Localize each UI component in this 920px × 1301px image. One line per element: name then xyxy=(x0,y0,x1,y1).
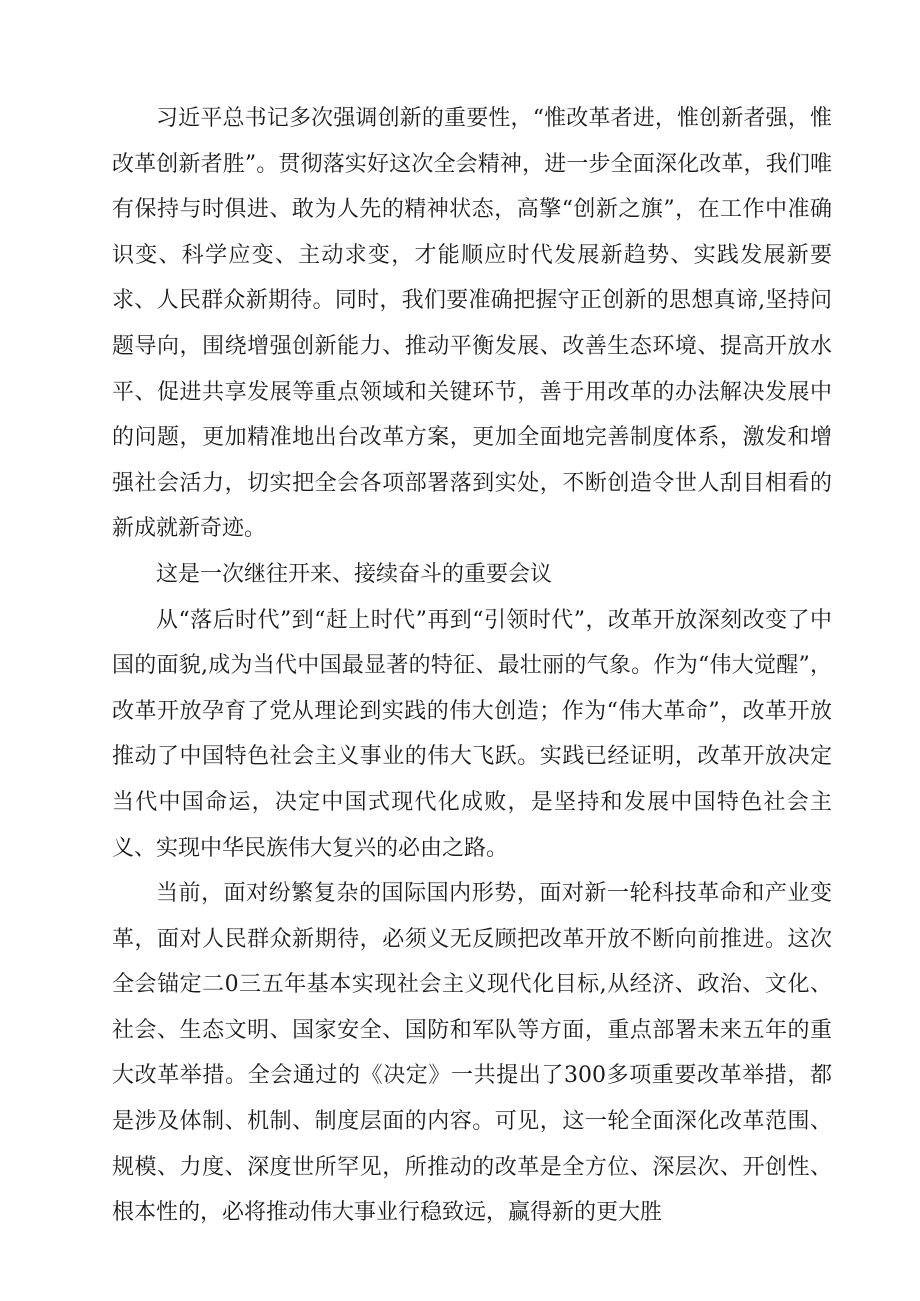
paragraph-current-situation: 当前，面对纷繁复杂的国际国内形势，面对新一轮科技革命和产业变革，面对人民群众新期待，必须义无反顾把改革开放不断向前推进。这次全会锚定二0三五年基本实现社会主义现代化目标,从经济、政治、文化、社会、生态文明、国家安全、国防和军队等方面，重点部署未来五年的重大改革举措。全会通过的《决定》一共提出了300多项重要改革举措，都是涉及体制、机制、制度层面的内容。可见，这一轮全面深化改革范围、规模、力度、深度世所罕见，所推动的改革是全方位、深层次、开创性、根本性的，必将推动伟大事业行稳致远，赢得新的更大胜 xyxy=(112,881,832,1226)
paragraph-innovation: 习近平总书记多次强调创新的重要性，“惟改革者进，惟创新者强，惟改革创新者胜”。贯彻落实好这次全会精神，进一步全面深化改革，我们唯有保持与时俱进、敢为人先的精神状态，高擎“创新之旗”，在工作中准确识变、科学应变、主动求变，才能顺应时代发展新趋势、实践发展新要求、人民群众新期待。同时，我们要准确把握守正创新的思想真谛,坚持问题导向，围绕增强创新能力、推动平衡发展、改善生态环境、提高开放水平、促进共享发展等重点领域和关键环节，善于用改革的办法解决发展中的问题，更加精准地出台改革方案，更加全面地完善制度体系，激发和增强社会活力，切实把全会各项部署落到实处，不断创造令世人刮目相看的新成就新奇迹。 xyxy=(112,106,832,542)
section-heading: 这是一次继往开来、接续奋斗的重要会议 xyxy=(156,561,553,587)
paragraph-reform-history: 从“落后时代”到“赶上时代”再到“引领时代”，改革开放深刻改变了中国的面貌,成为当代中国最显著的特征、最壮丽的气象。作为“伟大觉醒”，改革开放孕育了党从理论到实践的伟大创造；作为“伟大革命”，改革开放推动了中国特色社会主义事业的伟大飞跃。实践已经证明，改革开放决定当代中国命运，决定中国式现代化成败，是坚持和发展中国特色社会主义、实现中华民族伟大复兴的必由之路。 xyxy=(112,607,832,861)
document-body xyxy=(112,96,832,1236)
